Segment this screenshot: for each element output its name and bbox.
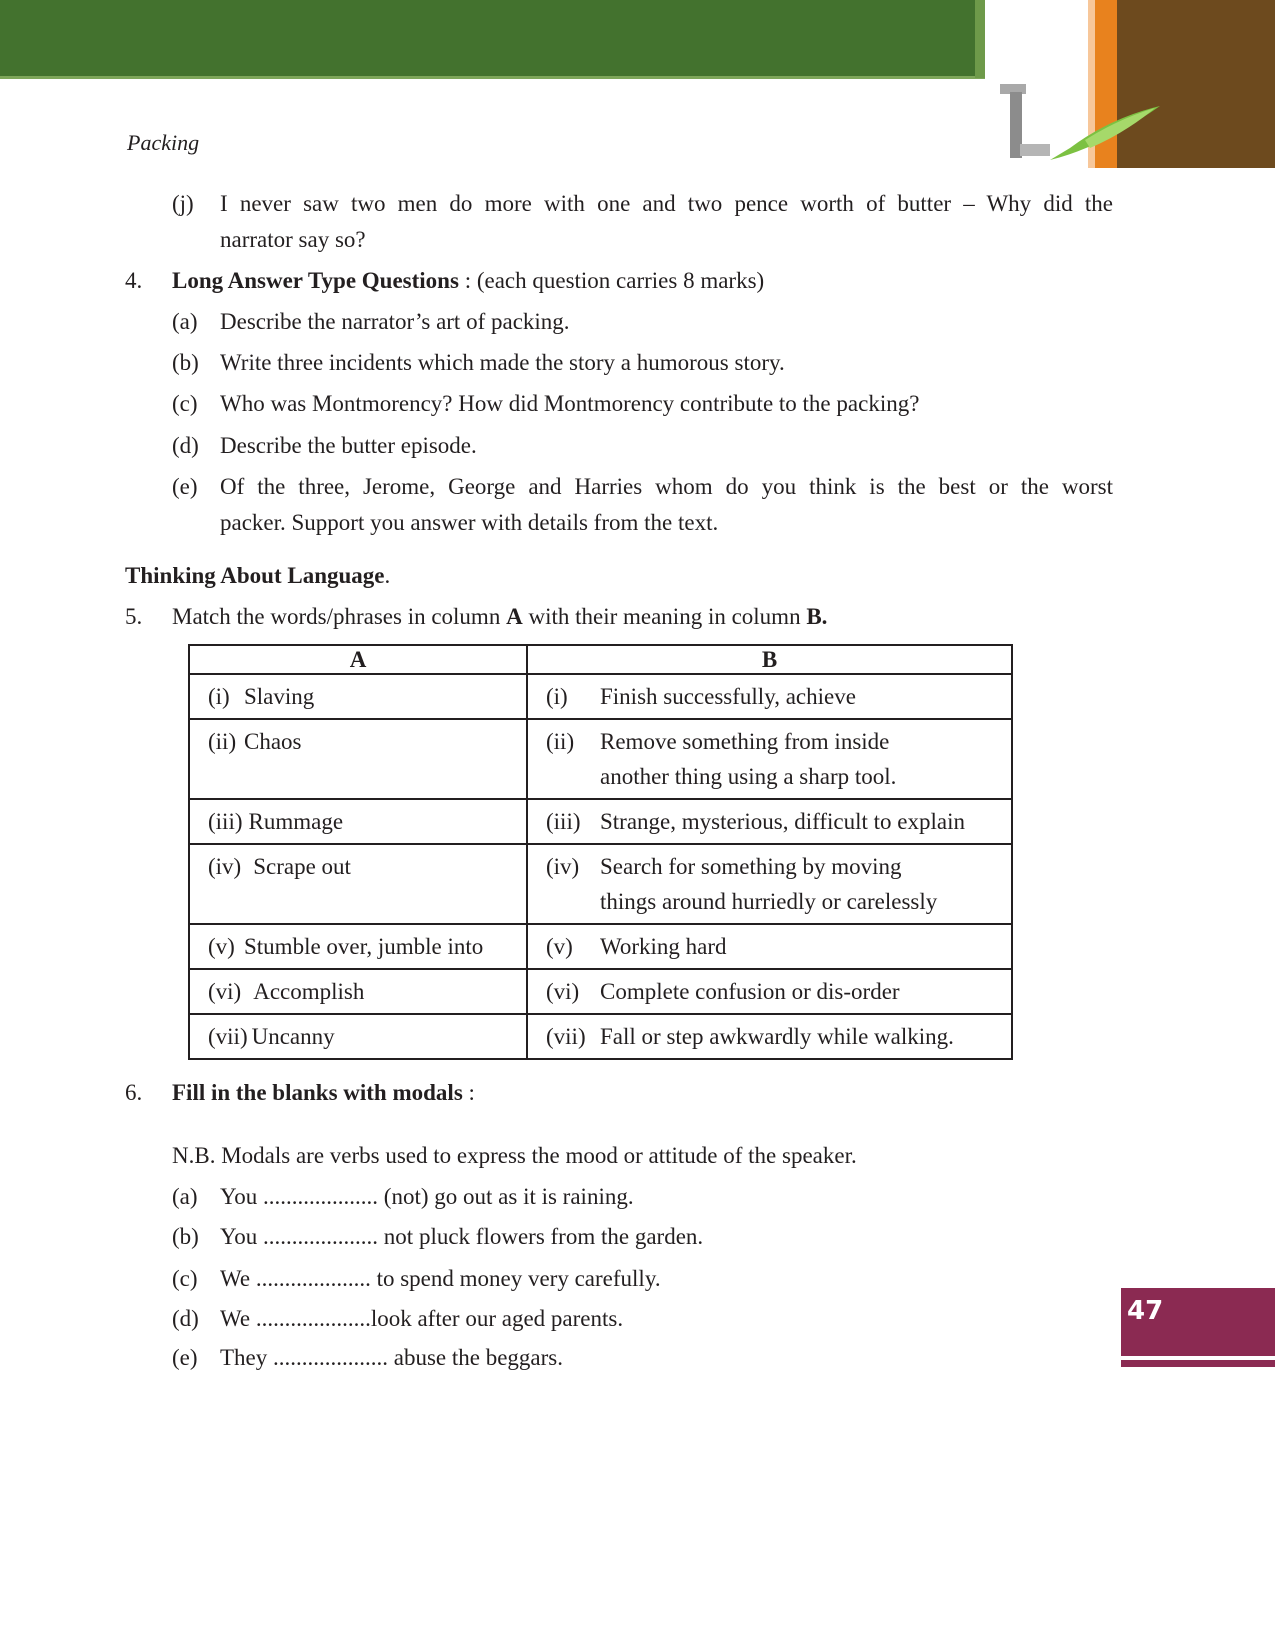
question-title: Fill in the blanks with modals :	[172, 1080, 475, 1105]
column-header-b: B	[527, 645, 1012, 674]
table-row	[189, 674, 1012, 719]
table-cell-a: (vi) Accomplish	[189, 969, 527, 1014]
question-title-suffix: : (each question carries 8 marks)	[458, 268, 765, 293]
table-row	[189, 799, 1012, 844]
list-item-text: They .................... abuse the beggars.	[220, 1345, 564, 1370]
section-heading: Thinking About Language.	[125, 563, 391, 588]
list-item-text: Write three incidents which made the story a humorous story.	[220, 350, 785, 375]
list-item-text: Describe the narrator’s art of packing.	[220, 309, 570, 334]
note-text: N.B. Modals are verbs used to express the mood or attitude of the speaker.	[172, 1143, 857, 1168]
header-green-band	[0, 0, 985, 78]
list-item-text: We .................... to spend money very carefully.	[220, 1266, 661, 1291]
item-number: (e)	[172, 474, 198, 499]
question-text: Match the words/phrases in column A with their meaning in column B.	[172, 604, 828, 629]
header-separator	[975, 0, 985, 78]
table-cell-b: (iii) Strange, mysterious, difficult to explain	[527, 799, 1012, 844]
list-item-text: You .................... (not) go out as it is raining.	[220, 1184, 634, 1209]
table-cell-b: (vi) Complete confusion or dis-order	[527, 969, 1012, 1014]
running-head: Packing	[127, 130, 200, 155]
list-item-text: Of the three, Jerome, George and Harries whom do you think is the best or the worst	[220, 474, 1113, 499]
item-number: (d)	[172, 433, 199, 458]
question-number: 5.	[125, 604, 143, 629]
list-item-text: I never saw two men do more with one and two pence worth of butter – Why did the	[220, 191, 1113, 216]
table-cell-a: (ii) Chaos	[189, 719, 527, 799]
table-cell-a: (vii) Uncanny	[189, 1014, 527, 1059]
table-cell-a: (v) Stumble over, jumble into	[189, 924, 527, 969]
table-row	[189, 924, 1012, 969]
question-title	[172, 263, 764, 299]
header-green-edge	[0, 76, 985, 79]
table-row	[189, 844, 1012, 924]
list-item-text-continued: packer. Support you answer with details from the text.	[220, 510, 719, 535]
item-number: (e)	[172, 1345, 198, 1370]
list-item-text: Who was Montmorency? How did Montmorency contribute to the packing?	[220, 391, 920, 416]
table-cell-a: (iv) Scrape out	[189, 844, 527, 924]
table-cell-b: (v) Working hard	[527, 924, 1012, 969]
table-cell-b: (ii) Remove something from inside another thing using a sharp tool.	[527, 719, 1012, 799]
item-number: (a)	[172, 1184, 198, 1209]
match-table	[188, 644, 1013, 1060]
table-cell-b: (iv) Search for something by moving things around hurriedly or carelessly	[527, 844, 1012, 924]
table-header-row	[189, 645, 1012, 674]
table-cell-b: (i) Finish successfully, achieve	[527, 674, 1012, 719]
question-title-bold: Long Answer Type Questions	[172, 268, 459, 293]
table-row	[189, 719, 1012, 799]
item-number: (b)	[172, 1224, 199, 1249]
table-cell-b: (vii) Fall or step awkwardly while walking.	[527, 1014, 1012, 1059]
leaf-figure-icon	[990, 78, 1170, 173]
item-number: (j)	[172, 191, 194, 216]
table-row	[189, 1014, 1012, 1059]
table-cell-a: (i) Slaving	[189, 674, 527, 719]
question-number: 4.	[125, 268, 143, 293]
list-item-text: Describe the butter episode.	[220, 433, 477, 458]
item-number: (d)	[172, 1306, 199, 1331]
page-number-underline	[1121, 1360, 1275, 1367]
list-item	[172, 186, 194, 222]
question-number: 6.	[125, 1080, 143, 1105]
item-number: (c)	[172, 1266, 198, 1291]
column-header-a: A	[189, 645, 527, 674]
table-row	[189, 969, 1012, 1014]
page-number: 47	[1127, 1296, 1164, 1326]
item-number: (b)	[172, 350, 199, 375]
table-cell-a: (iii) Rummage	[189, 799, 527, 844]
list-item-text: You .................... not pluck flowers from the garden.	[220, 1224, 704, 1249]
list-item-text: We ....................look after our aged parents.	[220, 1306, 624, 1331]
list-item-text-continued: narrator say so?	[220, 227, 366, 252]
item-number: (c)	[172, 391, 198, 416]
item-number: (a)	[172, 309, 198, 334]
